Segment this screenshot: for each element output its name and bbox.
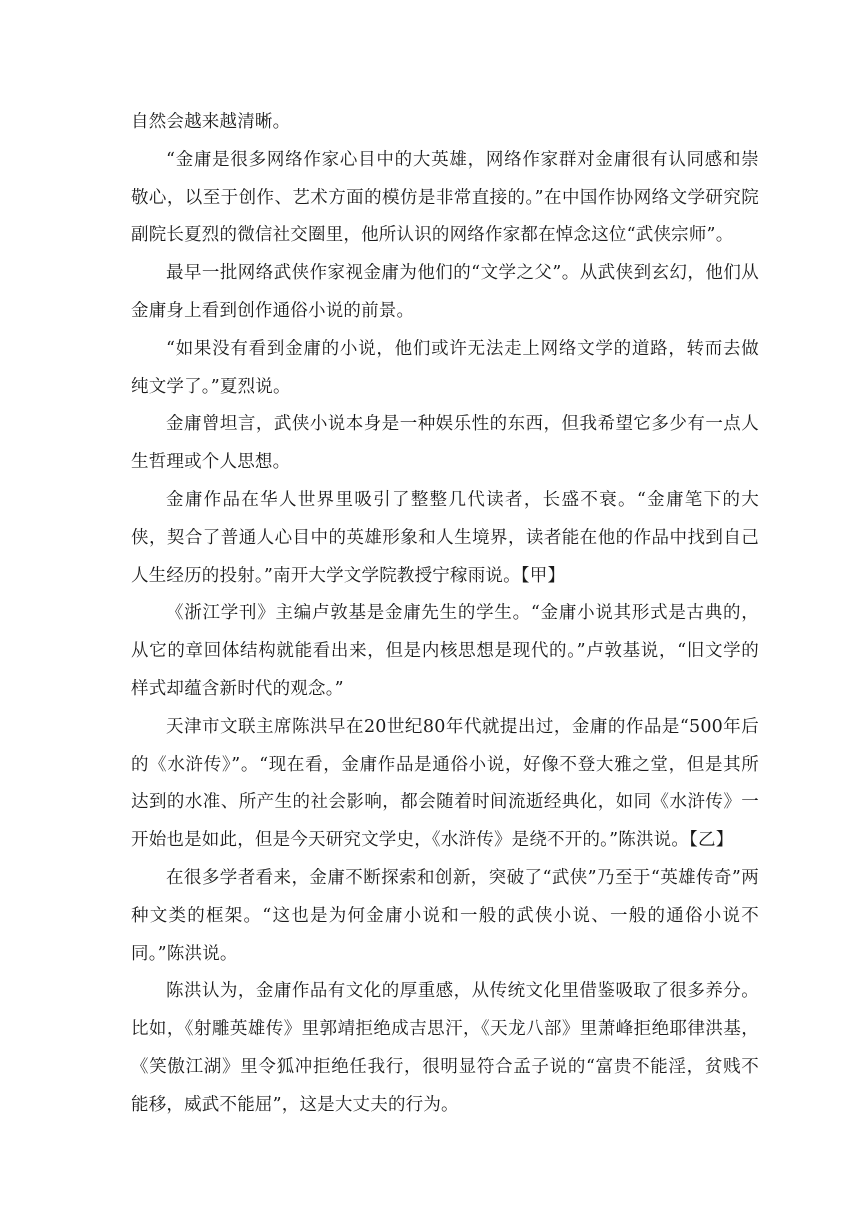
paragraph-3: 最早一批网络武侠作家视金庸为他们的“文学之父”。从武侠到玄幻，他们从金庸身上看到创作通俗小说的前景。 (131, 263, 759, 321)
article-body (131, 104, 759, 1125)
paragraph-9: 在很多学者看来，金庸不断探索和创新，突破了“武侠”乃至于“英雄传奇”两种文类的框架。“这也是为何金庸小说和一般的武侠小说、一般的通俗小说不同。”陈洪说。 (131, 867, 759, 964)
paragraph-4: “如果没有看到金庸的小说，他们或许无法走上网络文学的道路，转而去做纯文学了。”夏烈说。 (131, 338, 759, 397)
paragraph-10: 陈洪认为，金庸作品有文化的厚重感，从传统文化里借鉴吸取了很多养分。比如，《射雕英雄传》里郭靖拒绝成吉思汗，《天龙八部》里萧峰拒绝耶律洪基，《笑傲江湖》里令狐冲拒绝任我行，很明显符合孟子说的“富贵不能淫，贫贱不能移，威武不能屈”，这是大丈夫的行为。 (131, 981, 759, 1115)
paragraph-1: 自然会越来越清晰。 (131, 112, 291, 132)
paragraph-7: 《浙江学刊》主编卢敦基是金庸先生的学生。“金庸小说其形式是古典的，从它的章回体结构就能看出来，但是内核思想是现代的。”卢敦基说，“旧文学的样式却蕴含新时代的观念。” (131, 603, 759, 699)
paragraph-2: “金庸是很多网络作家心目中的大英雄，网络作家群对金庸很有认同感和崇敬心，以至于创作、艺术方面的模仿是非常直接的。”在中国作协网络文学研究院副院长夏烈的微信社交圈里，他所认识的网络作家都在悼念这位“武侠宗师”。 (131, 149, 759, 246)
paragraph-8: 天津市文联主席陈洪早在20世纪80年代就提出过，金庸的作品是“500年后的《水浒传》”。“现在看，金庸作品是通俗小说，好像不登大雅之堂，但是其所达到的水准、所产生的社会影响，都会随着时间流逝经典化，如同《水浒传》一开始也是如此，但是今天研究文学史，《水浒传》是绕不开的。”陈洪说。【乙】 (131, 716, 759, 851)
paragraph-5: 金庸曾坦言，武侠小说本身是一种娱乐性的东西，但我希望它多少有一点人生哲理或个人思想。 (131, 414, 759, 473)
paragraph-6: 金庸作品在华人世界里吸引了整整几代读者，长盛不衰。“金庸笔下的大侠，契合了普通人心目中的英雄形象和人生境界，读者能在他的作品中找到自己人生经历的投射。”南开大学文学院教授宁稼雨说。【甲】 (131, 489, 759, 586)
